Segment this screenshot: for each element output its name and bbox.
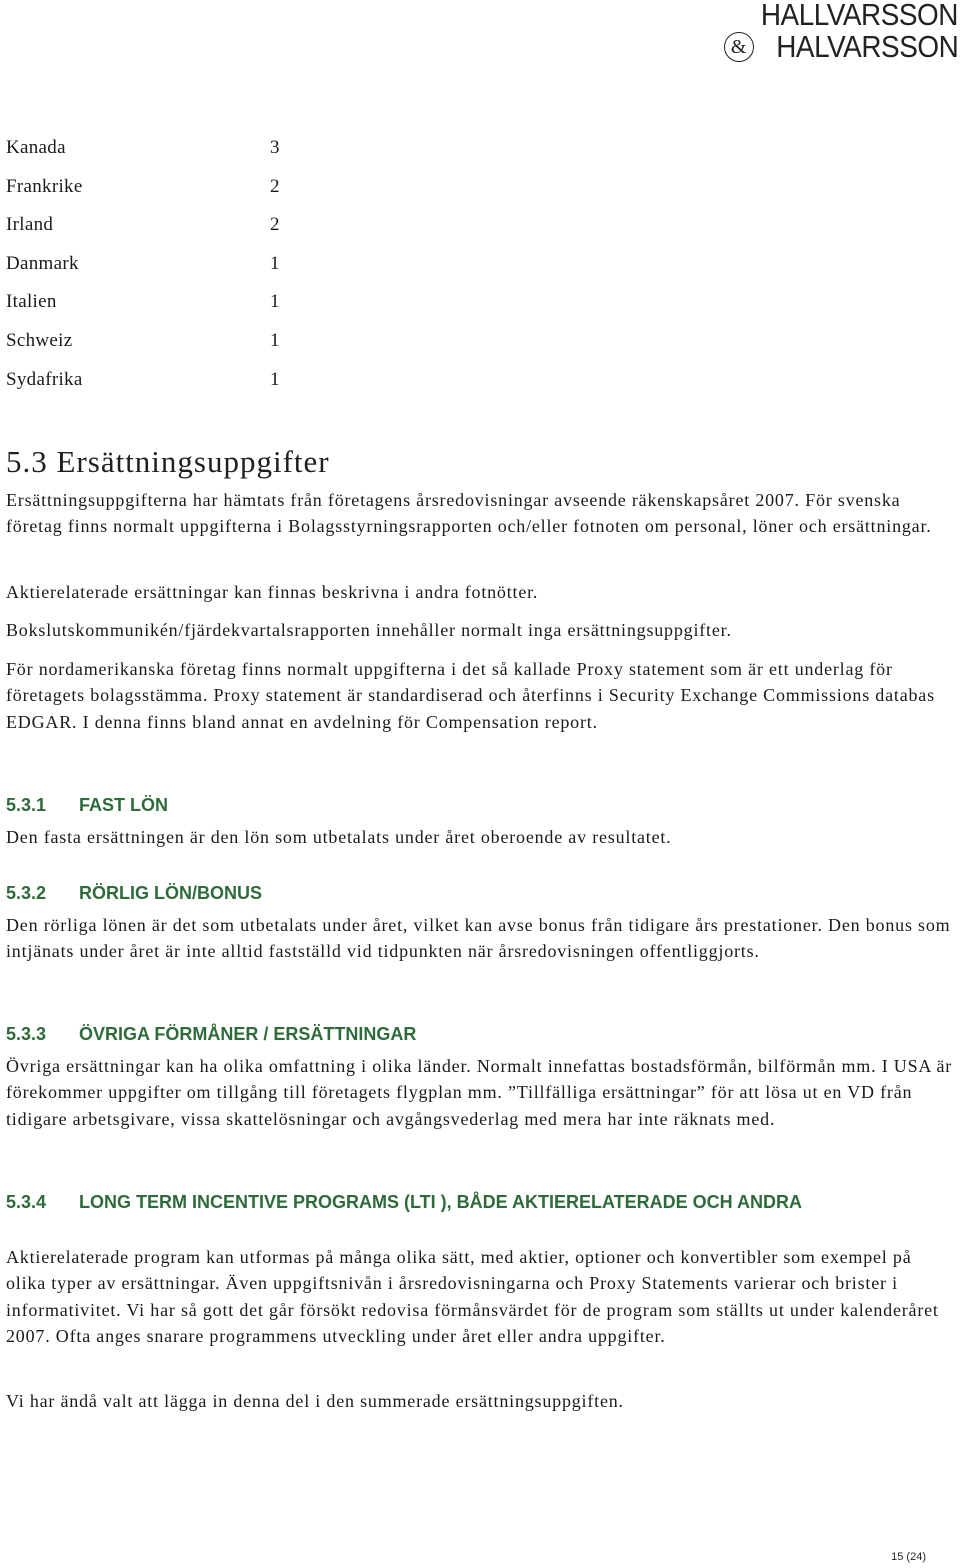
- subsection-heading-5-3-1: [6, 793, 906, 817]
- paragraph-proxy: För nordamerikanska företag finns normalt uppgifterna i det så kallade Proxy statement som är ett underlag för företagets bolagsstämma. Proxy statement är standardiserad och återfinns i Security Exchange Commissions databas EDGAR. I denna finns bland annat en avdelning för Compensation report.: [6, 659, 935, 732]
- country-name: Italien: [6, 291, 57, 313]
- country-name: Irland: [6, 214, 54, 236]
- intro-paragraph: Ersättningsuppgifterna har hämtats från företagens årsredovisningar avseende räkenskapsåret 2007. För svenska företag finns normalt uppgifterna i Bolagsstyrningsrapporten och/eller fotnoten om personal, löner och ersättningar.: [6, 490, 932, 537]
- company-logo: [722, 0, 958, 64]
- country-count: 2: [270, 214, 280, 236]
- subsection-number: 5.3.4: [6, 1192, 47, 1212]
- subsection-title: ÖVRIGA FÖRMÅNER / ERSÄTTNINGAR: [79, 1024, 417, 1044]
- subsection-title: RÖRLIG LÖN/BONUS: [79, 883, 262, 903]
- subsection-title: FAST LÖN: [79, 795, 168, 815]
- section-heading: 5.3 Ersättningsuppgifter: [6, 444, 330, 479]
- logo-text-line1: HALLVARSSON: [760, 0, 958, 32]
- paragraph-summerade: Vi har ändå valt att lägga in denna del i den summerade ersättningsuppgiften.: [6, 1391, 624, 1411]
- logo-text-line2: HALVARSSON: [775, 29, 958, 64]
- subsection-heading-5-3-4: [6, 1190, 906, 1238]
- country-name: Danmark: [6, 252, 79, 274]
- paragraph-aktierelaterade: Aktierelaterade ersättningar kan finnas beskrivna i andra fotnötter.: [6, 582, 539, 602]
- country-count: 2: [270, 175, 280, 197]
- country-count: 1: [270, 368, 280, 390]
- subsection-heading-5-3-2: [6, 881, 906, 905]
- country-count: 1: [270, 291, 280, 313]
- logo-ampersand-icon: &: [724, 32, 754, 62]
- page-number: 15 (24): [891, 1551, 926, 1563]
- country-count: 3: [270, 137, 280, 158]
- country-name: Frankrike: [6, 175, 83, 197]
- subsection-number: 5.3.1: [6, 795, 47, 815]
- paragraph-bokslut: Bokslutskommunikén/fjärdekvartalsrapporten innehåller normalt inga ersättningsuppgifter.: [6, 620, 732, 640]
- paragraph-fast-lon: Den fasta ersättningen är den lön som utbetalats under året oberoende av resultatet.: [6, 827, 672, 847]
- subsection-number: 5.3.2: [6, 883, 47, 903]
- subsection-heading-5-3-3: [6, 1022, 906, 1046]
- country-name: Kanada: [6, 137, 66, 158]
- paragraph-ovriga-formaner: Övriga ersättningar kan ha olika omfattning i olika länder. Normalt innefattas bostadsförmån, bilförmån mm. I USA är förekommer uppgifter om tillgång till företagets flygplan mm. ”Tillfälliga ersättningar” för att lösa ut en VD från tidigare arbetsgivare, vissa skattelösningar och avgångsvederlag med mera har inte räknats med.: [6, 1056, 953, 1129]
- country-count: 1: [270, 252, 280, 274]
- subsection-number: 5.3.3: [6, 1024, 47, 1044]
- subsection-title: LONG TERM INCENTIVE PROGRAMS (LTI ), BÅDE AKTIERELATERADE OCH ANDRA: [79, 1192, 802, 1212]
- country-name: Sydafrika: [6, 368, 83, 390]
- paragraph-rorlig-lon: Den rörliga lönen är det som utbetalats under året, vilket kan avse bonus från tidigare års prestationer. Den bonus som intjänats under året är inte alltid fastställd vid tidpunkten när årsredovisningen offentliggjorts.: [6, 915, 951, 962]
- country-count: 1: [270, 329, 280, 351]
- country-name: Schweiz: [6, 329, 73, 351]
- paragraph-lti: Aktierelaterade program kan utformas på många olika sätt, med aktier, optioner och konvertibler som exempel på olika typer av ersättningar. Även uppgiftsnivån i årsredovisningarna och Proxy Statements varierar och brister i informativitet. Vi har så gott det går försökt redovisa förmånsvärdet för de program som ställts ut under kalenderåret 2007. Ofta anges snarare programmens utveckling under året eller andra uppgifter.: [6, 1247, 939, 1346]
